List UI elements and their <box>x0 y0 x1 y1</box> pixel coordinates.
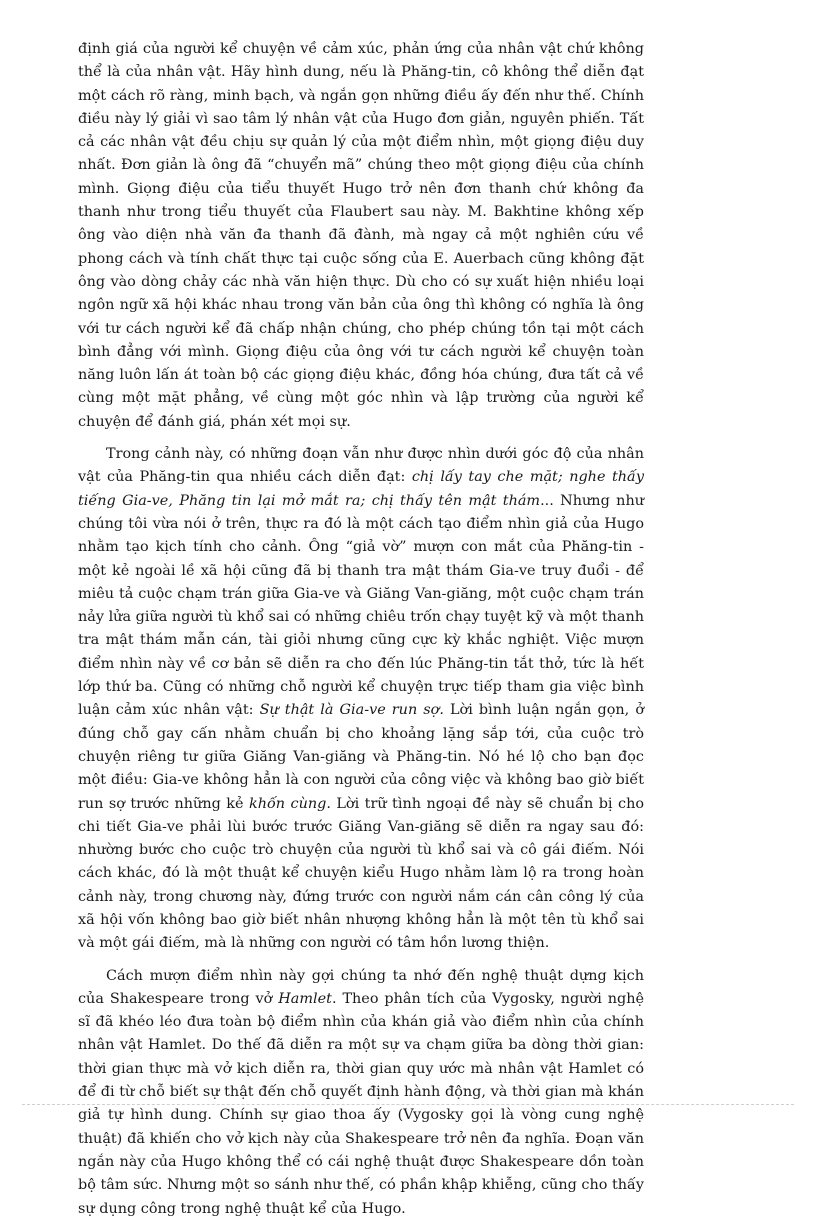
paragraph-2 <box>78 443 644 956</box>
italic-text: Sự thật là Gia-ve run sợ. <box>259 702 444 719</box>
body-text: . Lời trữ tình ngoại đề này sẽ chuẩn bị cho chi tiết Gia-ve phải lùi bước trước Giăng Van-giăng sẽ diễn ra ngay sau đó: nhường bước cho cuộc trò chuyện của người tù khổ sai và cô gái điếm. Nói cách khác, đó là một thuật kể chuyện kiểu Hugo nhằm làm lộ ra trong hoàn cảnh này, trong chương này, đứng trước con người nắm cán cân công lý của xã hội vốn không bao giờ biết nhân nhượng không hẳn là một tên tù khổ sai và một gái điếm, mà là những con người có tâm hồn lương thiện. <box>78 795 644 952</box>
body-text: Lời bình luận ngắn gọn, ở đúng chỗ gay cấn nhằm chuẩn bị cho khoảng lặng sắp tới, của cuộc trò chuyện riêng tư giữa Giăng Van-giăng và Phăng-tin. Nó hé lộ cho bạn đọc một điều: Gia-ve không hẳn là con người của công việc và không bao giờ biết run sợ trước những kẻ <box>78 702 644 812</box>
italic-text: chị lấy tay che mặt; nghe thấy tiếng Gia-ve, Phăng tin lại mở mắt ra; chị thấy tên mật thám <box>78 469 645 509</box>
document-page <box>78 38 644 1221</box>
paragraph-3 <box>78 965 644 1221</box>
italic-text: khốn cùng <box>248 795 327 812</box>
paragraph-1 <box>78 38 644 434</box>
body-text: Cách mượn điểm nhìn này gợi chúng ta nhớ đến nghệ thuật dựng kịch của Shakespeare trong vở <box>78 967 644 1007</box>
body-text: Trong cảnh này, có những đoạn vẫn như được nhìn dưới góc độ của nhân vật của Phăng-tin qua nhiều cách diễn đạt: <box>78 446 644 486</box>
body-text: . Theo phân tích của Vygosky, người nghệ sĩ đã khéo léo đưa toàn bộ điểm nhìn của khán giả vào điểm nhìn của chính nhân vật Hamlet. Do thế đã diễn ra một sự va chạm giữa ba dòng thời gian: thời gian thực mà vở kịch diễn ra, thời gian quy ước mà nhân vật Hamlet có để đi từ chỗ biết sự thật đến chỗ quyết định hành động, và thời gian mà khán giả tự hình dung. Chính sự giao thoa ấy (Vygosky gọi là vòng cung nghệ thuật) đã khiến cho vở kịch này của Shakespeare trở nên đa nghĩa. Đoạn văn ngắn này của Hugo không thể có cái nghệ thuật được Shakespeare dồn toàn bộ tâm sức. Nhưng một so sánh như thế, có phần khập khiễng, cũng cho thấy sự dụng công trong nghệ thuật kể của Hugo. <box>78 990 644 1217</box>
italic-text: Hamlet <box>278 990 332 1007</box>
body-text: định giá của người kể chuyện về cảm xúc, phản ứng của nhân vật chứ không thể là của nhân vật. Hãy hình dung, nếu là Phăng-tin, cô không thể diễn đạt một cách rõ ràng, minh bạch, và ngắn gọn những điều ấy đến như thế. Chính điều này lý giải vì sao tâm lý nhân vật của Hugo đơn giản, nguyên phiến. Tất cả các nhân vật đều chịu sự quản lý của một điểm nhìn, một giọng điệu duy nhất. Đơn giản là ông đã “chuyển mã” chúng theo một giọng điệu của chính mình. Giọng điệu của tiểu thuyết Hugo trở nên đơn thanh chứ không đa thanh như trong tiểu thuyết của Flaubert sau này. M. Bakhtine không xếp ông vào diện nhà văn đa thanh đã đành, mà ngay cả một nghiên cứu về phong cách và tính chất thực tại cuộc sống của E. Auerbach cũng không đặt ông vào dòng chảy các nhà văn hiện thực. Dù cho có sự xuất hiện nhiều loại ngôn ngữ xã hội khác nhau trong văn bản của ông thì không có nghĩa là ông với tư cách người kể đã chấp nhận chúng, cho phép chúng tồn tại một cách bình đẳng với mình. Giọng điệu của ông với tư cách người kể chuyện toàn năng luôn lấn át toàn bộ các giọng điệu khác, đồng hóa chúng, đưa tất cả về cùng một mặt phẳng, về cùng một góc nhìn và lập trường của người kể chuyện để đánh giá, phán xét mọi sự. <box>78 41 644 430</box>
body-text: ... Nhưng như chúng tôi vừa nói ở trên, thực ra đó là một cách tạo điểm nhìn giả của Hugo nhằm tạo kịch tính cho cảnh. Ông “giả vờ” mượn con mắt của Phăng-tin - một kẻ ngoài lề xã hội cũng đã bị thanh tra mật thám Gia-ve truy đuổi - để miêu tả cuộc chạm trán giữa Gia-ve và Giăng Van-giăng, một cuộc chạm trán nảy lửa giữa người tù khổ sai có những chiêu trốn chạy tuyệt kỹ và một thanh tra mật thám mẫn cán, tài giỏi nhưng cũng cực kỳ khắc nghiệt. Việc mượn điểm nhìn này về cơ bản sẽ diễn ra cho đến lúc Phăng-tin tắt thở, tức là hết lớp thứ ba. Cũng có những chỗ người kể chuyện trực tiếp tham gia việc bình luận cảm xúc nhân vật: <box>78 492 644 719</box>
page-bottom-divider <box>22 1104 794 1105</box>
